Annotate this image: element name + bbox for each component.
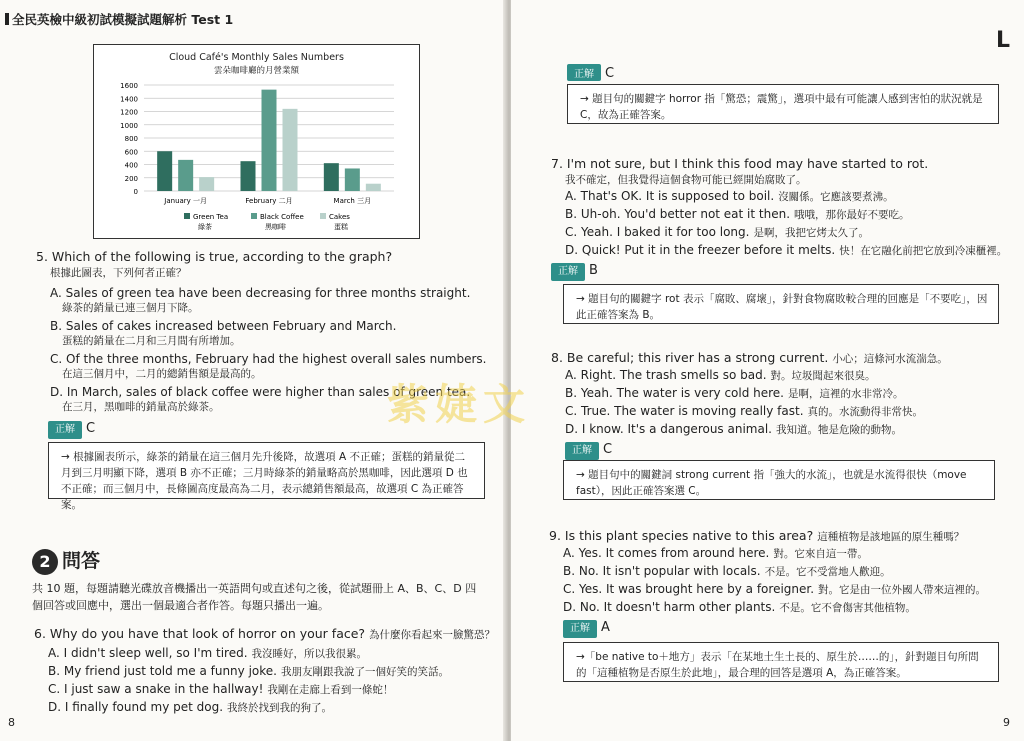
answer-value: C bbox=[605, 66, 615, 81]
explanation-8 bbox=[563, 460, 995, 500]
option-item bbox=[563, 599, 1011, 615]
option-item bbox=[48, 645, 499, 661]
answer-row-9 bbox=[549, 619, 1011, 638]
option-item bbox=[50, 318, 496, 348]
option-text: C. Of the three months, February had the highest overall sales numbers. bbox=[50, 352, 487, 366]
x-tick-label: January 一月 bbox=[164, 197, 208, 205]
bar-0-0 bbox=[157, 151, 172, 191]
answer-row-7 bbox=[551, 262, 1011, 281]
legend-label: Green Tea bbox=[193, 213, 229, 221]
question-9 bbox=[549, 528, 1011, 638]
option-text: C. True. The water is moving really fast. bbox=[565, 404, 804, 418]
chart-subtitle: 雲朵咖啡廳的月營業額 bbox=[213, 66, 299, 76]
bar-0-2 bbox=[199, 177, 214, 191]
legend-label: 綠茶 bbox=[198, 223, 212, 231]
bar-2-0 bbox=[324, 163, 339, 191]
option-item bbox=[50, 285, 496, 315]
legend-swatch bbox=[320, 213, 326, 219]
question-8 bbox=[551, 350, 1011, 460]
option-text: D. I finally found my pet dog. bbox=[48, 700, 224, 714]
explanation-7 bbox=[563, 284, 999, 324]
y-tick-label: 1000 bbox=[120, 121, 138, 130]
question-7-text: 7. I'm not sure, but I think this food may have started to rot. bbox=[551, 156, 929, 171]
option-text-zh: 我沒睡好，所以我很累。 bbox=[251, 648, 368, 660]
question-6-options bbox=[34, 645, 499, 715]
option-text: A. Yes. It comes from around here. bbox=[563, 546, 770, 560]
option-item bbox=[565, 385, 1011, 401]
legend-swatch bbox=[251, 213, 257, 219]
option-text: C. Yeah. I baked it for too long. bbox=[565, 225, 750, 239]
answer-value: C bbox=[86, 421, 96, 436]
option-text: B. Sales of cakes increased between February and March. bbox=[50, 319, 397, 333]
option-text-zh: 蛋糕的銷量在二月和三月間有所增加。 bbox=[62, 335, 241, 347]
question-7-text-zh: 我不確定，但我覺得這個食物可能已經開始腐敗了。 bbox=[565, 174, 807, 186]
option-text: B. Yeah. The water is very cold here. bbox=[565, 386, 784, 400]
option-item bbox=[565, 403, 1011, 419]
answer-label: 正解 bbox=[563, 620, 597, 638]
option-text-zh: 沒關係。它應該要煮沸。 bbox=[778, 191, 894, 203]
chart-title: Cloud Café's Monthly Sales Numbers bbox=[169, 52, 344, 63]
option-item bbox=[48, 681, 499, 697]
legend-swatch bbox=[184, 213, 190, 219]
option-text-zh: 不是。它不受當地人歡迎。 bbox=[764, 566, 891, 578]
option-item bbox=[563, 563, 1011, 579]
option-text: A. That's OK. It is supposed to boil. bbox=[565, 189, 775, 203]
option-item bbox=[565, 367, 1011, 383]
option-text: C. Yes. It was brought here by a foreigner. bbox=[563, 582, 815, 596]
page-header bbox=[5, 10, 233, 28]
y-tick-label: 1200 bbox=[120, 108, 138, 117]
question-8-text: 8. Be careful; this river has a strong current. bbox=[551, 350, 829, 365]
answer-row-6 bbox=[567, 62, 614, 81]
left-page bbox=[0, 0, 507, 741]
section-title: 問答 bbox=[62, 550, 101, 572]
question-7 bbox=[551, 156, 1011, 281]
option-item bbox=[563, 581, 1011, 597]
option-text-zh: 真的。水流動得非常快。 bbox=[807, 406, 923, 418]
question-9-text-zh: 這種植物是該地區的原生種嗎？ bbox=[817, 531, 965, 543]
legend-label: Cakes bbox=[329, 213, 350, 221]
option-item bbox=[565, 421, 1011, 437]
question-8-text-zh: 小心；這條河水流湍急。 bbox=[832, 353, 948, 365]
explanation-8-text: → 題目句中的關鍵詞 strong current 指「強大的水流」，也就是水流得很快（move fast），因此正確答案選 C。 bbox=[576, 469, 967, 497]
bar-chart-svg bbox=[94, 45, 419, 238]
option-text-zh: 我終於找到我的狗了。 bbox=[227, 702, 333, 714]
answer-value: B bbox=[589, 263, 598, 278]
bar-1-2 bbox=[283, 109, 298, 191]
section-number: 2 bbox=[32, 549, 58, 575]
explanation-9 bbox=[563, 642, 999, 682]
bar-2-2 bbox=[366, 184, 381, 191]
bar-0-1 bbox=[178, 160, 193, 191]
option-text-zh: 我知道。牠是危險的動物。 bbox=[775, 424, 902, 436]
option-text-zh: 快！在它融化前把它放到冷凍櫃裡。 bbox=[839, 245, 1008, 257]
option-text: C. I just saw a snake in the hallway! bbox=[48, 682, 264, 696]
option-text: A. Right. The trash smells so bad. bbox=[565, 368, 767, 382]
option-text: D. Quick! Put it in the freezer before it melts. bbox=[565, 243, 836, 257]
answer-label: 正解 bbox=[565, 442, 599, 460]
legend-label: 蛋糕 bbox=[334, 223, 348, 231]
x-tick-label: March 三月 bbox=[333, 197, 372, 205]
option-text-zh: 對。它來自這一帶。 bbox=[773, 548, 868, 560]
side-tab-letter: L bbox=[995, 28, 1010, 53]
page-number-right: 9 bbox=[1003, 716, 1010, 729]
question-6-line bbox=[34, 626, 499, 643]
sales-chart bbox=[93, 44, 420, 239]
question-9-options bbox=[549, 545, 1011, 615]
x-tick-label: February 二月 bbox=[245, 197, 293, 205]
page-number-left: 8 bbox=[8, 716, 15, 729]
option-text-zh: 不是。它不會傷害其他植物。 bbox=[779, 602, 916, 614]
option-text: D. I know. It's a dangerous animal. bbox=[565, 422, 772, 436]
option-text: B. My friend just told me a funny joke. bbox=[48, 664, 277, 678]
option-text-zh: 是啊，這裡的水非常冷。 bbox=[787, 388, 904, 400]
explanation-5 bbox=[48, 442, 485, 511]
option-item bbox=[565, 242, 1011, 258]
answer-label: 正解 bbox=[551, 263, 585, 281]
bar-1-1 bbox=[262, 90, 277, 191]
question-6-text-zh: 為什麼你看起來一臉驚恐？ bbox=[369, 629, 496, 641]
y-tick-label: 800 bbox=[124, 135, 138, 143]
question-8-options bbox=[551, 367, 1011, 437]
option-text-zh: 對。它是由一位外國人帶來這裡的。 bbox=[818, 584, 987, 596]
question-9-text: 9. Is this plant species native to this area? bbox=[549, 528, 814, 543]
bar-2-1 bbox=[345, 168, 360, 191]
question-6 bbox=[34, 626, 499, 717]
answer-label: 正解 bbox=[48, 421, 82, 439]
option-item bbox=[565, 188, 1011, 204]
question-5-text: 5. Which of the following is true, according to the graph? bbox=[36, 249, 393, 264]
question-7-options bbox=[551, 188, 1011, 258]
option-text-zh: 是啊，我把它烤太久了。 bbox=[753, 227, 869, 239]
watermark: 紫婕文 bbox=[387, 380, 532, 429]
option-text: D. No. It doesn't harm other plants. bbox=[563, 600, 776, 614]
explanation-9-text: →「be native to＋地方」表示「在某地土生土長的、原生於……的」，針對題目句所問的「這種植物是否原生於此地」，最合理的回答是選項 A，為正確答案。 bbox=[576, 651, 979, 679]
question-6-text: 6. Why do you have that look of horror on your face? bbox=[34, 626, 366, 641]
y-tick-label: 600 bbox=[124, 148, 138, 157]
header-text: 全民英檢中級初試模擬試題解析 Test 1 bbox=[12, 12, 234, 27]
bar-1-0 bbox=[241, 161, 256, 191]
question-8-line bbox=[551, 350, 1011, 367]
legend-label: 黑咖啡 bbox=[265, 223, 286, 231]
question-5-text-zh: 根據此圖表，下列何者正確？ bbox=[50, 267, 187, 279]
option-text-zh: 在三月，黑咖啡的銷量高於綠茶。 bbox=[62, 401, 220, 413]
option-item bbox=[563, 545, 1011, 561]
answer-value: A bbox=[601, 620, 610, 635]
option-item bbox=[565, 224, 1011, 240]
answer-label: 正解 bbox=[567, 64, 601, 81]
option-text-zh: 我朋友剛跟我說了一個好笑的笑話。 bbox=[280, 666, 449, 678]
option-item bbox=[565, 206, 1011, 222]
section-intro: 共 10 題，每題請聽光碟放音機播出一英語問句或直述句之後，從試題冊上 A、B、C、D 四個回答或回應中，選出一個最適合者作答。每題只播出一遍。 bbox=[32, 582, 477, 612]
question-9-line bbox=[549, 528, 1011, 545]
option-text: A. I didn't sleep well, so I'm tired. bbox=[48, 646, 248, 660]
option-text: B. Uh-oh. You'd better not eat it then. bbox=[565, 207, 791, 221]
explanation-5-text: → 根據圖表所示，綠茶的銷量在這三個月先升後降，故選項 A 不正確；蛋糕的銷量從二月到三月明顯下降，選項 B 亦不正確；三月時綠茶的銷量略高於黑咖啡，因此選項 D 也不正確；而三個月中，長條圖高度最高為二月，表示總銷售額最高，故選項 C 為正確答案。 bbox=[61, 451, 468, 511]
y-tick-label: 200 bbox=[124, 174, 138, 183]
option-text-zh: 綠茶的銷量已連三個月下降。 bbox=[62, 302, 199, 314]
option-text-zh: 對。垃圾聞起來很臭。 bbox=[770, 370, 876, 382]
y-tick-label: 0 bbox=[133, 188, 138, 196]
y-tick-label: 1600 bbox=[120, 82, 138, 90]
option-text-zh: 哦哦，那你最好不要吃。 bbox=[794, 209, 910, 221]
option-item bbox=[48, 663, 499, 679]
option-item bbox=[48, 699, 499, 715]
option-text-zh: 我剛在走廊上看到一條蛇！ bbox=[267, 684, 394, 696]
option-text-zh: 在這三個月中，二月的總銷售額是最高的。 bbox=[62, 368, 262, 380]
y-tick-label: 1400 bbox=[120, 95, 138, 104]
explanation-6 bbox=[567, 84, 999, 124]
explanation-7-text: → 題目句的關鍵字 rot 表示「腐敗、腐壞」，針對食物腐敗較合理的回應是「不要吃」，因此正確答案為 B。 bbox=[576, 293, 988, 321]
option-text: A. Sales of green tea have been decreasing for three months straight. bbox=[50, 286, 471, 300]
answer-value: C bbox=[603, 442, 613, 457]
answer-row-8 bbox=[551, 441, 1011, 460]
option-text: D. In March, sales of black coffee were higher than sales of green tea. bbox=[50, 385, 471, 399]
legend-label: Black Coffee bbox=[260, 213, 304, 221]
section-heading bbox=[32, 546, 100, 575]
y-tick-label: 400 bbox=[124, 161, 138, 170]
option-text: B. No. It isn't popular with locals. bbox=[563, 564, 761, 578]
explanation-6-text: → 題目句的關鍵字 horror 指「驚恐；震驚」，選項中最有可能讓人感到害怕的狀況就是 C，故為正確答案。 bbox=[580, 93, 983, 121]
